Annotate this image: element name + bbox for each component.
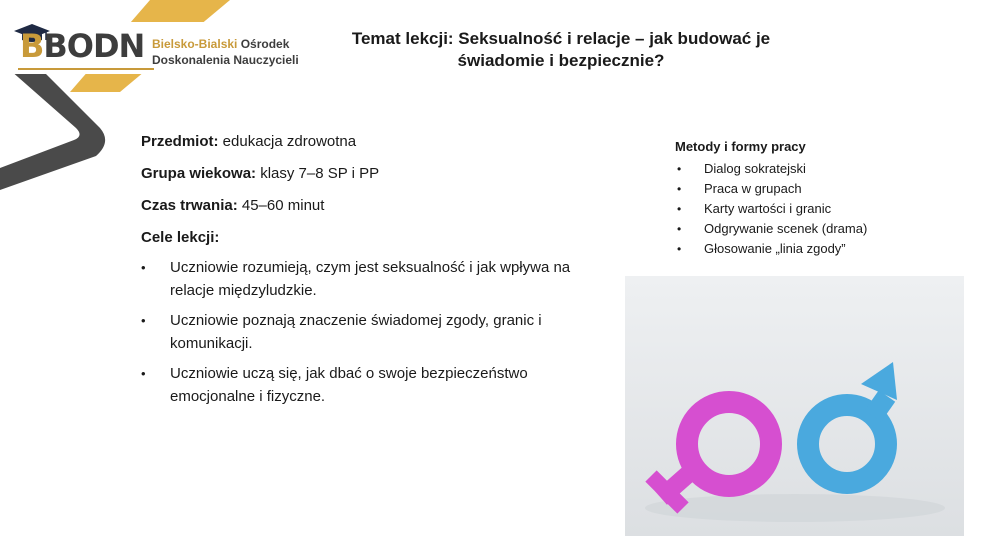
bullet-icon: • [141, 260, 146, 275]
list-item [675, 219, 975, 239]
method-label: Głosowanie „linia zgody” [704, 241, 846, 256]
goal-text-line: relacje międzyludzkie. [170, 282, 317, 299]
goals-list [141, 256, 631, 415]
bullet-icon: • [141, 366, 146, 381]
bullet-icon: • [677, 242, 682, 256]
method-label: Dialog sokratejski [704, 161, 806, 176]
bullet-icon: • [677, 222, 682, 236]
list-item [675, 239, 975, 259]
list-item [675, 199, 975, 219]
goal-text-line: Uczniowie poznają znaczenie świadomej zgody, granic i [170, 312, 542, 329]
goals-heading-row [141, 229, 631, 247]
bullet-icon: • [141, 313, 146, 328]
bullet-icon: • [677, 162, 682, 176]
list-item [141, 362, 631, 408]
subject-row [141, 133, 631, 151]
goal-text-line: Uczniowie rozumieją, czym jest seksualność i jak wpływa na [170, 259, 571, 276]
lesson-info [141, 133, 631, 261]
subject-label: Przedmiot: [141, 133, 219, 150]
logo-name-gold: Bielsko-Bialski [152, 37, 238, 51]
logo-underline [18, 68, 154, 70]
method-label: Karty wartości i granic [704, 201, 832, 216]
logo-acronym [20, 27, 145, 65]
goal-text-line: komunikacji. [170, 335, 253, 352]
goals-heading: Cele lekcji: [141, 229, 220, 246]
duration-label: Czas trwania: [141, 197, 238, 214]
logo-name-line2: Doskonalenia Nauczycieli [152, 53, 299, 67]
title-line-2: świadomie i bezpiecznie? [457, 51, 665, 70]
methods-heading: Metody i formy pracy [675, 139, 806, 154]
page-title [316, 28, 806, 72]
age-group-row [141, 165, 631, 183]
list-item [141, 309, 631, 355]
methods-section [675, 138, 975, 259]
bullet-icon: • [677, 202, 682, 216]
logo-institution-name [152, 36, 299, 68]
subject-value: edukacja zdrowotna [218, 133, 357, 150]
logo-acronym-rest: BODN [43, 27, 145, 65]
method-label: Odgrywanie scenek (drama) [704, 221, 868, 236]
list-item [675, 179, 975, 199]
method-label: Praca w grupach [704, 181, 802, 196]
logo [6, 22, 304, 74]
duration-value: 45–60 minut [237, 197, 325, 214]
gender-symbols-photo [625, 276, 964, 536]
age-group-value: klasy 7–8 SP i PP [256, 165, 380, 182]
logo-name-rest: Ośrodek [237, 37, 290, 51]
goal-text-line: emocjonalne i fizyczne. [170, 388, 326, 405]
list-item [675, 159, 975, 179]
title-line-1: Temat lekcji: Seksualność i relacje – jak budować je [351, 29, 771, 48]
age-group-label: Grupa wiekowa: [141, 165, 257, 182]
list-item [141, 256, 631, 302]
duration-row [141, 197, 631, 215]
logo-acronym-first: B [20, 27, 44, 65]
goal-text-line: Uczniowie uczą się, jak dbać o swoje bezpieczeństwo [170, 365, 528, 382]
bullet-icon: • [677, 182, 682, 196]
